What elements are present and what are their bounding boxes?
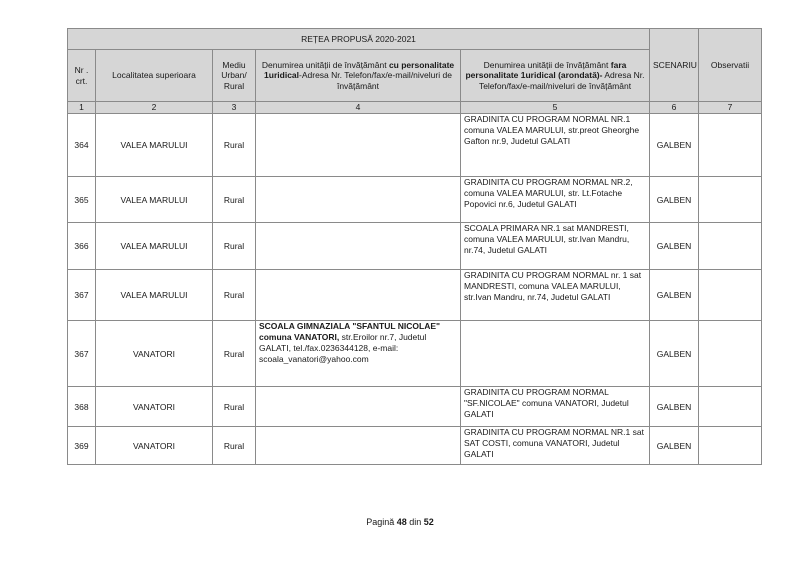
column-header-localitate: Localitatea superioara <box>96 50 213 102</box>
row-scenariu: GALBEN <box>650 223 699 270</box>
row-observatii <box>699 270 762 321</box>
table-row <box>68 270 762 321</box>
row-unitate-pj <box>256 177 461 223</box>
column-header-scenariu: SCENARIU <box>650 29 699 102</box>
column-header-observatii: Observatii <box>699 29 762 102</box>
row-unitate-arondata: GRADINITA CU PROGRAM NORMAL NR.1 sat SAT COSTI, comuna VANATORI, Judetul GALATI <box>461 427 650 465</box>
column-number: 3 <box>213 102 256 114</box>
row-nr: 369 <box>68 427 96 465</box>
row-nr: 367 <box>68 270 96 321</box>
row-mediu: Rural <box>213 427 256 465</box>
row-scenariu: GALBEN <box>650 427 699 465</box>
row-mediu: Rural <box>213 270 256 321</box>
page-separator: din <box>406 517 424 527</box>
row-unitate-arondata: GRADINITA CU PROGRAM NORMAL NR.1 comuna VALEA MARULUI, str.preot Gheorghe Gafton nr.9, Judetul GALATI <box>461 114 650 177</box>
row-nr: 365 <box>68 177 96 223</box>
row-observatii <box>699 387 762 427</box>
column-number: 5 <box>461 102 650 114</box>
row-mediu: Rural <box>213 223 256 270</box>
row-unitate-arondata: SCOALA PRIMARA NR.1 sat MANDRESTI, comuna VALEA MARULUI, str.Ivan Mandru, nr.74, Judetul GALATI <box>461 223 650 270</box>
column-header-nr: Nr . crt. <box>68 50 96 102</box>
row-scenariu: GALBEN <box>650 321 699 387</box>
page-label: Pagină <box>366 517 397 527</box>
table-row <box>68 177 762 223</box>
column-number: 2 <box>96 102 213 114</box>
column-header-unitate-pj <box>256 50 461 102</box>
row-unitate-arondata: GRADINITA CU PROGRAM NORMAL "SF.NICOLAE" comuna VANATORI, Judetul GALATI <box>461 387 650 427</box>
table-title: REȚEA PROPUSĂ 2020-2021 <box>68 29 650 50</box>
row-unitate-pj <box>256 270 461 321</box>
row-unitate-pj-details: str.Eroilor nr.7, Judetul GALATI, tel./fax.0236344128, e-mail: scoala_vanatori@yahoo.com <box>259 332 427 365</box>
page-footer <box>0 517 800 527</box>
row-observatii <box>699 223 762 270</box>
row-unitate-arondata: GRADINITA CU PROGRAM NORMAL NR.2, comuna VALEA MARULUI, str. Lt.Fotache Popovici nr.6, Judetul GALATI <box>461 177 650 223</box>
row-nr: 368 <box>68 387 96 427</box>
column-header-mediu: Mediu Urban/ Rural <box>213 50 256 102</box>
row-unitate-pj <box>256 427 461 465</box>
row-nr: 367 <box>68 321 96 387</box>
row-scenariu: GALBEN <box>650 114 699 177</box>
row-localitate: VANATORI <box>96 387 213 427</box>
column-header-unitate-arondata <box>461 50 650 102</box>
column-header-unitate-arondata-pre: Denumirea unității de învățământ <box>483 59 611 70</box>
row-localitate: VALEA MARULUI <box>96 270 213 321</box>
table-row <box>68 114 762 177</box>
school-network-table <box>67 28 762 465</box>
column-number: 4 <box>256 102 461 114</box>
row-mediu: Rural <box>213 321 256 387</box>
row-observatii <box>699 114 762 177</box>
row-scenariu: GALBEN <box>650 387 699 427</box>
row-unitate-pj <box>256 223 461 270</box>
row-localitate: VANATORI <box>96 427 213 465</box>
row-localitate: VANATORI <box>96 321 213 387</box>
row-unitate-arondata: GRADINITA CU PROGRAM NORMAL nr. 1 sat MANDRESTI, comuna VALEA MARULUI, str.Ivan Mandru, nr.74, Judetul GALATI <box>461 270 650 321</box>
row-observatii <box>699 321 762 387</box>
row-unitate-pj <box>256 387 461 427</box>
row-localitate: VALEA MARULUI <box>96 114 213 177</box>
column-header-unitate-arondata-bold: fara personalitate 1uridical (arondată)- <box>465 59 627 81</box>
column-header-unitate-pj-pre: Denumirea unității de învățământ <box>261 59 389 70</box>
table-row <box>68 387 762 427</box>
row-mediu: Rural <box>213 177 256 223</box>
row-mediu: Rural <box>213 387 256 427</box>
page-number: 48 <box>396 517 407 527</box>
row-unitate-arondata <box>461 321 650 387</box>
row-localitate: VALEA MARULUI <box>96 177 213 223</box>
page-total: 52 <box>423 517 434 527</box>
row-nr: 366 <box>68 223 96 270</box>
column-number: 6 <box>650 102 699 114</box>
row-scenariu: GALBEN <box>650 270 699 321</box>
row-unitate-pj-name: SCOALA GIMNAZIALA "SFANTUL NICOLAE" comuna VANATORI, <box>259 321 441 343</box>
row-localitate: VALEA MARULUI <box>96 223 213 270</box>
table-row <box>68 427 762 465</box>
row-observatii <box>699 427 762 465</box>
row-unitate-pj <box>256 321 461 387</box>
row-nr: 364 <box>68 114 96 177</box>
column-header-unitate-pj-bold: cu personalitate 1uridical <box>264 59 455 81</box>
row-scenariu: GALBEN <box>650 177 699 223</box>
row-observatii <box>699 177 762 223</box>
table-row <box>68 223 762 270</box>
column-header-unitate-pj-post: -Adresa Nr. Telefon/fax/e-mail/niveluri de învățământ <box>299 70 452 91</box>
column-header-unitate-arondata-post: Adresa Nr. Telefon/fax/e-mail/niveluri de învățământ <box>478 70 645 91</box>
table-row <box>68 321 762 387</box>
column-number: 7 <box>699 102 762 114</box>
column-number-row <box>68 102 762 114</box>
row-mediu: Rural <box>213 114 256 177</box>
row-unitate-pj <box>256 114 461 177</box>
column-number: 1 <box>68 102 96 114</box>
